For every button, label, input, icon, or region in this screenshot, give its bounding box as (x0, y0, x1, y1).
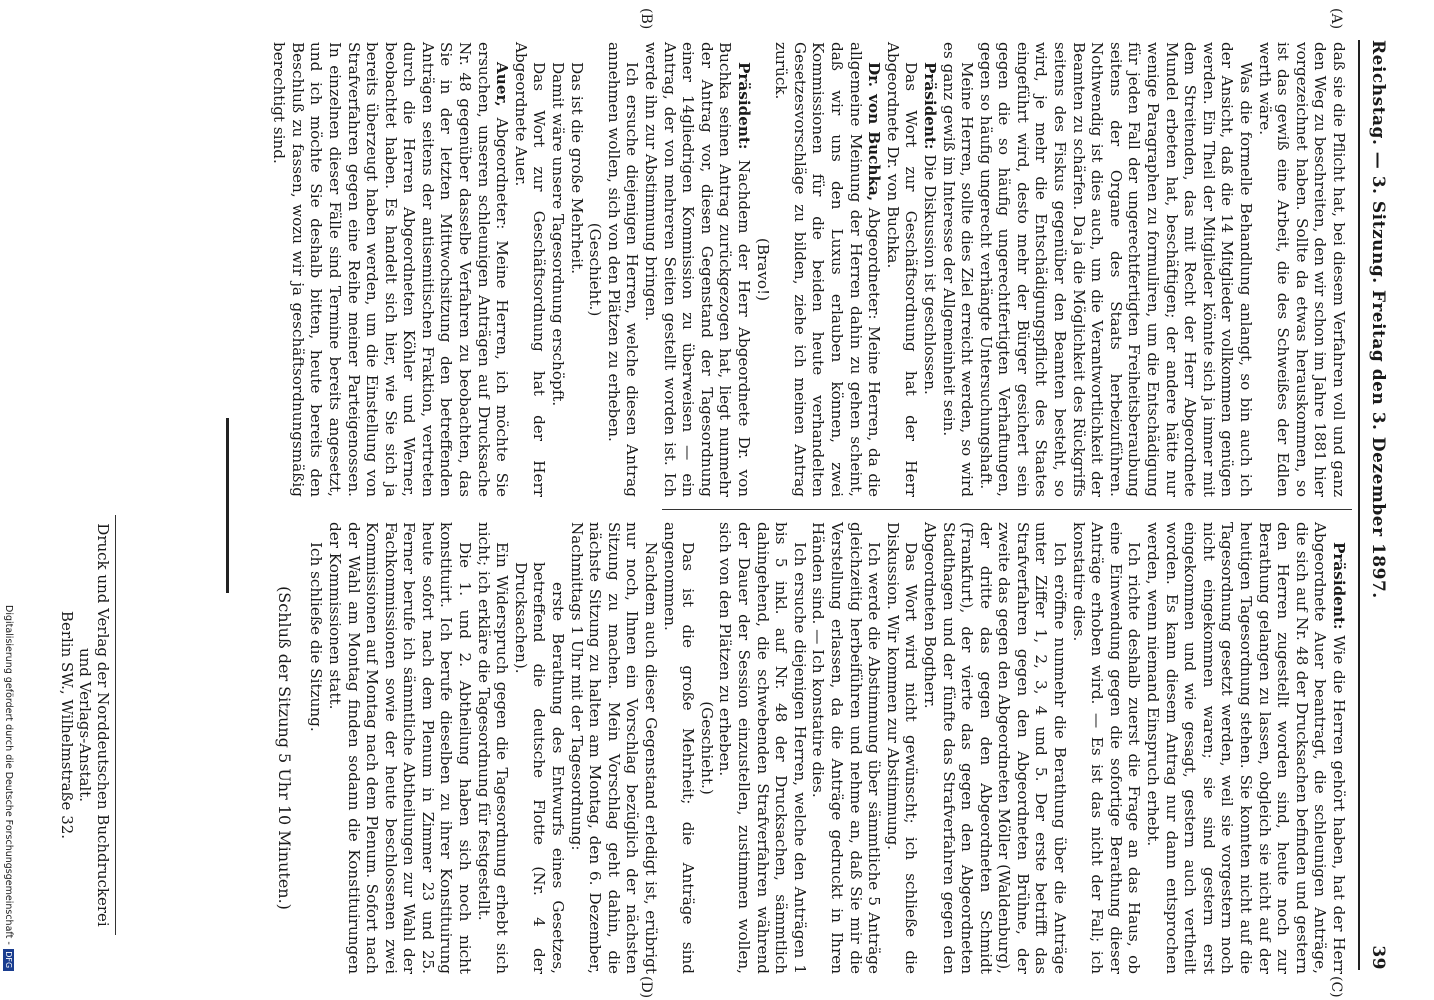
speaker-label: Präsident: (735, 62, 753, 150)
paragraph: Das ist die große Mehrheit; die Anträge sind angenommen. (660, 522, 698, 974)
imprint-line-2: Berlin SW., Wilhelmstraße 32. (58, 610, 76, 840)
speaker-label: Dr. von Buchka, (865, 62, 884, 202)
right-column (274, 522, 1348, 974)
agenda-item: erste Berathung des Entwurfs eines Gesetzes, betreffend die deutsche Flotte (Nr. 4 der Drucksachen). (511, 562, 568, 974)
margin-mark-c: (C) (1328, 976, 1344, 998)
paragraph: Nachdem auch dieser Gegenstand erledigt ist, erübrigt nur noch, Ihnen ein Vorschlag bezüglich der nächsten Sitzung zu machen. Mein Vorschlag geht dahin, die nächste Sitzung zu halten am Montag, den 6. Dezember, Nachmittags 1 Uhr mit der Tagesordnung: (567, 522, 661, 974)
paragraph: Meine Herren, sollte dies Ziel erreicht werden, so wird es ganz gewiß im Interesse der Allgemeinheit sein. (939, 42, 977, 497)
paragraph: Die 1. und 2. Abtheilung haben sich noch nicht konstituirt. Ich berufe dieselben zu ihrer Konstituirung heute sofort nach dem Plenum in Zimmer 23 und 25. Ferner berufe ich sämmtliche Abtheilungen zur Wahl der Fachkommissionen sowie der heute beschlossenen zwei Kommissionen auf Montag nach dem Plenum. Sofort nach der Wahl am Montag finden sodann die Konstituirungen der Kommissionen statt. (325, 522, 475, 974)
margin-mark-a: (A) (1328, 8, 1344, 30)
paragraph (641, 42, 753, 497)
speech-text: Wie die Herren gehört haben, hat der Herr Abgeordnete Auer beantragt, die schleunigen Anträge, die sich auf Nr. 48 der Drucksachen befinden und gestern den Herren zugestellt worden sind, heute noch zur Berathung gelangen zu lassen, obgleich sie nicht auf der heutigen Tagesordnung stehen. Sie konnten nicht auf die Tagesordnung gesetzt werden, weil sie vorgestern noch nicht eingekommen waren; sie sind gestern erst eingekommen und wie gesagt, gestern auch vertheilt worden. Es kann diesem Antrag nur dann entsprochen werden, wenn niemand Einspruch erhebt. (1144, 522, 1348, 974)
paragraph: Ein Widerspruch gegen die Tagesordnung erhebt sich nicht; ich erkläre die Tagesordnung für festgestellt. (474, 522, 512, 974)
dfg-logo: DFG (3, 949, 14, 971)
interjection: (Geschieht.) (586, 222, 605, 317)
closing-note: (Schluß der Sitzung 5 Uhr 10 Minuten.) (274, 586, 294, 910)
speaker-label: Präsident: (1330, 542, 1348, 630)
paragraph (772, 42, 884, 497)
left-column (270, 42, 1348, 497)
paragraph (270, 42, 512, 497)
margin-mark-d: (D) (638, 976, 654, 999)
speech-text: Abgeordneter: Meine Herren, ich möchte Sie ersuchen, unseren schleunigen Anträgen auf Drucksache Nr. 48 gegenüber dasselbe Verfahren zu beobachten, das Sie in der letzten Mittwochsitzung den betreffenden Anträgen seitens der antisemitischen Fraktion, vertreten durch die Herren Abgeordneten Köhler und Werner, beobachtet haben. Es handelt sich hier, wie Sie sich ja bereits überzeugt haben werden, um die Einstellung von Strafverfahren gegen eine Reihe meiner Parteigenossen. In einzelnen dieser Fälle sind Termine bereits angesetzt, und ich möchte Sie deshalb bitten, heute bereits den Beschluß zu fassen, wozu wir ja geschäftsordnungsmäßig berechtigt sind. (270, 42, 512, 497)
paragraph: Ich eröffne nunmehr die Berathung über die Anträge unter Ziffer 1, 2, 3, 4 und 5. Der erste betrifft das Strafverfahren gegen den Abgeordneten Brühne, der zweite das gegen den Abgeordneten Möller (Waldenburg), der dritte das gegen den Abgeordneten Schmidt (Frankfurt), der vierte das gegen den Abgeordneten Stadthagen und der fünfte das Strafverfahren gegen den Abgeordneten Bogtherr. (920, 522, 1070, 974)
speaker-label: Präsident: (920, 62, 939, 150)
page-header (1362, 40, 1388, 970)
section-rule (226, 418, 229, 593)
paragraph: Das Wort zur Geschäftsordnung hat der Herr Abgeordnete Dr. von Buchka. (883, 42, 921, 497)
digitization-text: Digitalisierung gefördert durch die Deutsche Forschungsgemeinschaft - (3, 605, 14, 945)
paragraph (920, 42, 939, 497)
paragraph: Ich ersuche diejenigen Herren, welche diesen Antrag annehmen wollen, sich von den Plätzen zu erheben. (604, 42, 642, 497)
column-divider (662, 509, 1352, 510)
header-rule (1358, 40, 1360, 970)
imprint-line-1: Druck und Verlag der Norddeutschen Buchdruckerei und Verlags-Anstalt. (76, 523, 112, 927)
paragraph: Ich ersuche diejenigen Herren, welche den Anträgen 1 bis 5 inkl. auf Nr. 48 der Drucksachen, sämmtlich dahingehend, die schwebenden Strafverfahren während der Dauer der Session einzustellen, zustimmen wollen, sich von den Plätzen zu erheben. (716, 522, 809, 974)
speech-text: Abgeordneter: Meine Herren, da die allgemeine Meinung der Herren dahin zu gehen scheint, daß wir uns den Luxus erlauben können, zwei Kommissionen für die beiden heute verhandelten Gesetzesvorschläge zu bilden, ziehe ich meinen Antrag zurück. (772, 42, 884, 497)
footer-rule (115, 515, 116, 935)
paragraph: daß sie die Pflicht hat, bei diesem Verfahren voll und ganz den Weg zu beschreiten, den wir schon im Jahre 1881 hier vorgezeichnet haben. Sollte da etwas herauskommen, so ist das gewiß eine Arbeit, die des Schweißes der Edlen werth wäre. (1255, 42, 1348, 497)
paragraph: Das Wort zur Geschäftsordnung hat der Herr Abgeordnete Auer. (511, 42, 549, 497)
paragraph: Das ist die große Mehrheit. (567, 62, 586, 275)
speech-text: Nachdem der Herr Abgeordnete Dr. von Buchka seinen Antrag zurückgezogen hat, liegt nunmehr der Antrag vor, diesen Gegenstand der Tagesordnung einer 14gliedrigen Kommission zu überweisen — ein Antrag, der von mehreren Seiten gestellt worden ist. Ich werde ihn zur Abstimmung bringen. (642, 42, 753, 497)
paragraph: Was die formelle Behandlung anlangt, so bin auch ich der Ansicht, daß die 14 Mitglieder vollkommen genügen werden. Ein Theil der Mitglieder könnte sich ja immer mit dem Streitenden, das mit Recht der Herr Abgeordnete Mundel erbeten hat, beschäftigen; der andere hätte nur wenige Paragraphen zu formuliren, um die Entschädigung für jeden Fall der ungerechtfertigten Freiheitsberaubung seitens der Organe des Staats herbeizuführen. Nothwendig ist dies auch, um die Verantwortlichkeit der Beamten zu schärfen. Da ja die Möglichkeit des Rückgriffs seitens des Fiskus gegenüber den Beamten besteht, so wird, je mehr die Entschädigungspflicht des Staates eingeführt wird, desto mehr der Bürger gesichert sein gegen die so häufig ungerechtfertigten Verhaftungen, gegen so häufig ungerecht verhängte Untersuchungshaft. (976, 42, 1256, 497)
paragraph: Das Wort wird nicht gewünscht; ich schließe die Diskussion. Wir kommen zur Abstimmung. (883, 522, 921, 974)
paragraph: Ich schließe die Sitzung. (307, 542, 326, 732)
header-title: Reichstag. — 3. Sitzung. Freitag den 3. Dezember 1897. (1368, 40, 1388, 599)
speaker-label: Auer, (493, 62, 512, 107)
digitization-note (3, 605, 14, 971)
interjection: (Geschieht.) (697, 701, 716, 795)
margin-mark-b: (B) (638, 8, 654, 30)
interjection: (Bravo!) (753, 237, 772, 302)
paragraph (1143, 522, 1348, 974)
page-number: 39 (1368, 945, 1388, 970)
paragraph: Damit wäre unsere Tagesordnung erschöpft. (549, 62, 568, 407)
paragraph: Ich werde die Abstimmung über sämmtliche 5 Anträge gleichzeitig herbeiführen und nehme an, daß Sie mir die Verstellung erlassen, da die Anträge gedruckt in Ihren Händen sind. — Ich konstatire dies. (809, 522, 884, 974)
imprint-footer (58, 510, 112, 940)
paragraph: Ich richte deshalb zuerst die Frage an das Haus, ob eine Einwendung gegen die sofortige Berathung dieser Anträge erhoben wird. — Es ist das nicht der Fall; ich konstatire dies. (1069, 522, 1144, 974)
speech-text: Die Diskussion ist geschlossen. (920, 149, 939, 395)
